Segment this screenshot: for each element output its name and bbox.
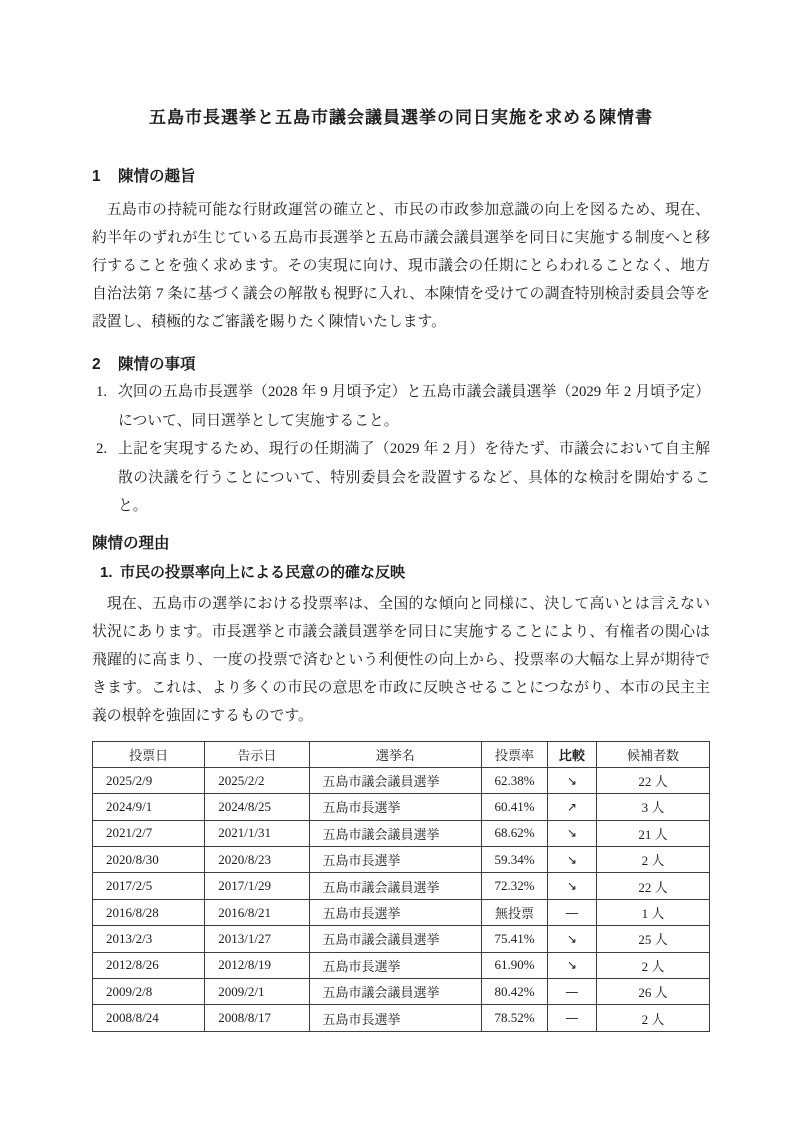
table-cell: 2025/2/2 (205, 767, 309, 793)
table-cell: 2025/2/9 (93, 767, 205, 793)
table-row (93, 926, 710, 952)
table-cell: 五島市議会議員選挙 (309, 767, 482, 793)
section-reasons (92, 533, 710, 730)
section-purpose-heading (92, 166, 710, 188)
reason-number: 1. (100, 563, 113, 581)
reason-title-text: 市民の投票率向上による民意の的確な反映 (120, 563, 406, 581)
table-cell: 2016/8/21 (205, 899, 309, 925)
table-cell: 2017/1/29 (205, 873, 309, 899)
table-row (93, 767, 710, 793)
list-item-text: 上記を実現するため、現行の任期満了（2029 年 2 月）を待たず、市議会において自主解散の決議を行うことについて、特別委員会を設置するなど、具体的な検討を開始すること。 (118, 441, 710, 514)
table-cell: 五島市長選挙 (309, 952, 482, 978)
matters-list (92, 378, 710, 521)
list-item (92, 378, 710, 435)
table-cell: ↘ (547, 952, 596, 978)
section-heading-text: 陳情の事項 (118, 356, 196, 373)
table-header-cell: 比較 (547, 741, 596, 767)
table-header-cell: 投票率 (482, 741, 547, 767)
table-cell: 61.90% (482, 952, 547, 978)
list-item-number: 2. (96, 441, 108, 457)
table-row (93, 847, 710, 873)
table-cell: 2020/8/23 (205, 847, 309, 873)
table-row (93, 952, 710, 978)
table-cell: ↘ (547, 767, 596, 793)
section-matters-heading (92, 354, 710, 376)
table-cell: 2 人 (597, 1005, 710, 1031)
section-matters (92, 354, 710, 521)
table-cell: 2021/1/31 (205, 820, 309, 846)
list-item (92, 435, 710, 521)
table-cell: 60.41% (482, 794, 547, 820)
table-cell: 五島市議会議員選挙 (309, 926, 482, 952)
table-cell: 五島市長選挙 (309, 794, 482, 820)
table-cell: ↗ (547, 794, 596, 820)
table-cell: 2009/2/1 (205, 979, 309, 1005)
section-purpose (92, 166, 710, 336)
section-reasons-heading: 陳情の理由 (92, 534, 170, 552)
table-cell: ↘ (547, 926, 596, 952)
table-header-cell: 選挙名 (309, 741, 482, 767)
table-cell: 25 人 (597, 926, 710, 952)
table-cell: 2 人 (597, 847, 710, 873)
table-cell: ― (547, 899, 596, 925)
table-cell: 78.52% (482, 1005, 547, 1031)
table-row (93, 741, 710, 767)
list-item-text: 次回の五島市長選挙（2028 年 9 月頃予定）と五島市議会議員選挙（2029 年 2 月頃予定）について、同日選挙として実施すること。 (118, 384, 710, 429)
list-item-number: 1. (96, 384, 108, 400)
table-cell: 2012/8/26 (93, 952, 205, 978)
table-cell: ― (547, 979, 596, 1005)
table-cell: 2009/2/8 (93, 979, 205, 1005)
table-cell: 五島市長選挙 (309, 1005, 482, 1031)
table-cell: 2020/8/30 (93, 847, 205, 873)
table-cell: 2008/8/17 (205, 1005, 309, 1031)
table-cell: 無投票 (482, 899, 547, 925)
table-cell: 22 人 (597, 873, 710, 899)
table-cell: 2024/8/25 (205, 794, 309, 820)
table-cell: 2016/8/28 (93, 899, 205, 925)
reason-1-paragraph: 現在、五島市の選挙における投票率は、全国的な傾向と同様に、決して高いとは言えない状況にあります。市長選挙と市議会議員選挙を同日に実施することにより、有権者の関心は飛躍的に高まり、一度の投票で済むという利便性の向上から、投票率の大幅な上昇が期待できます。これは、より多くの市民の意思を市政に反映させることにつながり、本市の民主主義の根幹を強固にするものです。 (92, 595, 710, 724)
purpose-paragraph: 五島市の持続可能な行財政運営の確立と、市民の市政参加意識の向上を図るため、現在、約半年のずれが生じている五島市長選挙と五島市議会議員選挙を同日に実施する制度へと移行することを強く求めます。その実現に向け、現市議会の任期にとらわれることなく、地方自治法第 7 条に基づく議会の解散も視野に入れ、本陳情を受けての調査特別検討委員会等を設置し、積極的なご審議を賜りたく陳情いたします。 (92, 202, 710, 330)
section-number: 1 (92, 168, 101, 185)
table-body (93, 767, 710, 1031)
table-cell: 2021/2/7 (93, 820, 205, 846)
table-header-row (93, 741, 710, 767)
table-cell: 2008/8/24 (93, 1005, 205, 1031)
table-cell: 1 人 (597, 899, 710, 925)
table-cell: 2017/2/5 (93, 873, 205, 899)
table-header-cell: 候補者数 (597, 741, 710, 767)
table-cell: 五島市議会議員選挙 (309, 820, 482, 846)
table-cell: 80.42% (482, 979, 547, 1005)
table-cell: 五島市長選挙 (309, 847, 482, 873)
table-cell: 五島市議会議員選挙 (309, 979, 482, 1005)
table-cell: 75.41% (482, 926, 547, 952)
table-cell: 21 人 (597, 820, 710, 846)
table-cell: 26 人 (597, 979, 710, 1005)
table-cell: 68.62% (482, 820, 547, 846)
section-number: 2 (92, 356, 101, 373)
table-cell: 59.34% (482, 847, 547, 873)
table-cell: ↘ (547, 873, 596, 899)
table-row (93, 979, 710, 1005)
table-header-cell: 告示日 (205, 741, 309, 767)
table-cell: 2013/1/27 (205, 926, 309, 952)
document-title: 五島市長選挙と五島市議会議員選挙の同日実施を求める陳情書 (149, 108, 653, 127)
table-cell: 2013/2/3 (93, 926, 205, 952)
table-row (93, 820, 710, 846)
table-cell: 五島市長選挙 (309, 899, 482, 925)
table-cell: 2024/9/1 (93, 794, 205, 820)
table-row (93, 899, 710, 925)
table-cell: ― (547, 1005, 596, 1031)
election-results-table (92, 741, 710, 1032)
table-row (93, 1005, 710, 1031)
table-cell: ↘ (547, 820, 596, 846)
table-cell: 22 人 (597, 767, 710, 793)
table-header-cell: 投票日 (93, 741, 205, 767)
reason-1-title (92, 562, 710, 584)
section-heading-text: 陳情の趣旨 (118, 168, 196, 185)
table-cell: ↘ (547, 847, 596, 873)
table-cell: 62.38% (482, 767, 547, 793)
table-row (93, 794, 710, 820)
table-row (93, 873, 710, 899)
table-cell: 3 人 (597, 794, 710, 820)
table-cell: 72.32% (482, 873, 547, 899)
table-cell: 五島市議会議員選挙 (309, 873, 482, 899)
table-cell: 2 人 (597, 952, 710, 978)
table-cell: 2012/8/19 (205, 952, 309, 978)
